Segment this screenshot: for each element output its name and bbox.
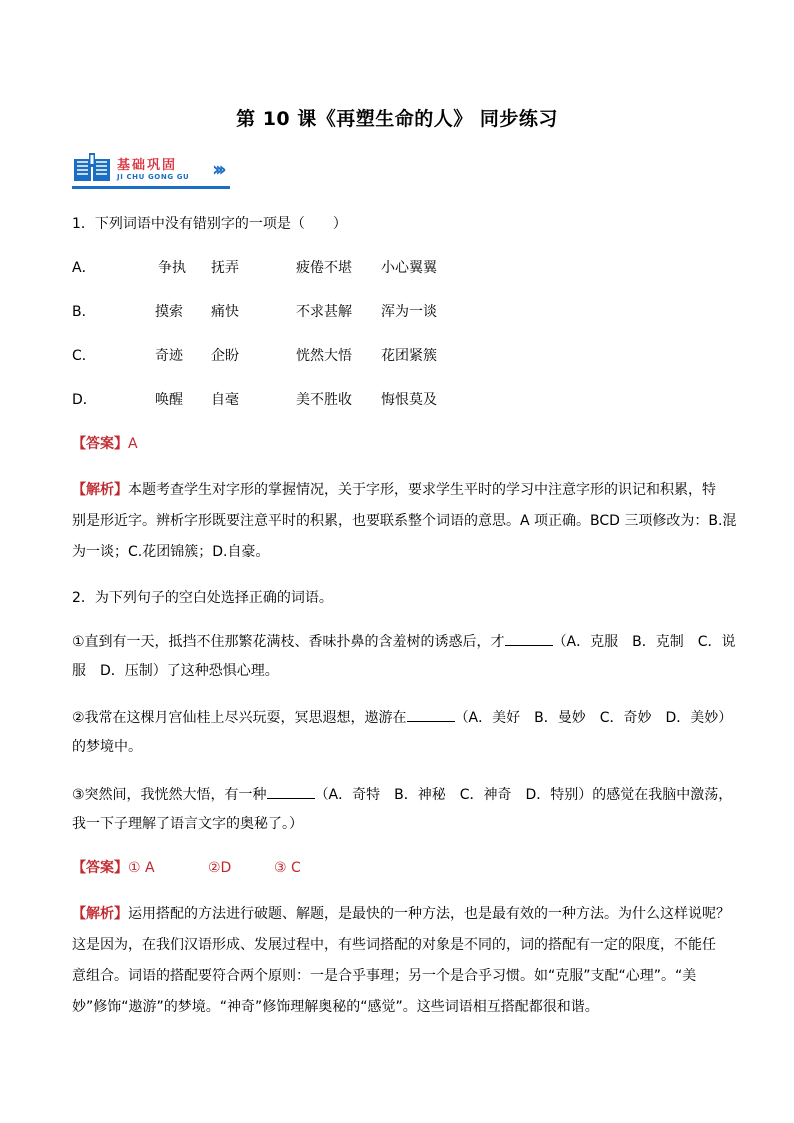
answer-label: 【答案】 <box>72 860 128 876</box>
question-2-sentence-1-cont: 服 D．压制）了这种恐惧心理。 <box>72 663 279 679</box>
analysis-text: 运用搭配的方法进行破题、解题，是最快的一种方法，也是最有效的一种方法。为什么这样说呢？ <box>128 906 730 922</box>
answer-value: A <box>128 436 138 452</box>
option-word: 痛快 <box>211 304 239 320</box>
option-letter: A． <box>72 260 96 276</box>
answer-value: ②D <box>208 860 232 876</box>
option-word: 不求甚解 <box>296 304 352 320</box>
answer-value: ③ C <box>274 860 301 876</box>
question-1-analysis-line-2: 别是形近字。辨析字形既要注意平时的积累，也要联系整个词语的意思。A 项正确。BCD 三项修改为：B.混 <box>72 513 737 529</box>
option-word: 花团紧簇 <box>381 348 437 364</box>
question-2-stem: 2．为下列句子的空白处选择正确的词语。 <box>72 590 333 606</box>
option-word: 浑为一谈 <box>381 304 437 320</box>
option-word: 争执 <box>158 260 186 276</box>
sentence-text: ②我常在这棵月宫仙桂上尽兴玩耍，冥思遐想，遨游在 <box>72 710 407 726</box>
sentence-text: ③突然间，我恍然大悟，有一种 <box>72 787 267 803</box>
chevron-right-icon: ››› <box>212 157 222 181</box>
question-1-option-a <box>72 258 437 278</box>
question-2-analysis-line-2: 这是因为，在我们汉语形成、发展过程中，有些词搭配的对象是不同的，词的搭配有一定的限度，不能任 <box>72 937 716 953</box>
option-word: 悔恨莫及 <box>381 392 437 408</box>
sentence-choices: （A．美好 B．曼妙 C．奇妙 D．美妙） <box>454 710 733 726</box>
page-title: 第 10 课《再塑生命的人》 同步练习 <box>236 108 558 130</box>
banner-title: 基础巩固 <box>117 158 178 173</box>
option-letter: C． <box>72 348 96 364</box>
option-word: 奇迹 <box>155 348 183 364</box>
sentence-choices: （A．克服 B．克制 C．说 <box>552 634 736 650</box>
question-1-option-d <box>72 390 437 410</box>
book-icon <box>72 153 112 185</box>
answer-value: ① A <box>128 860 155 876</box>
analysis-label: 【解析】 <box>72 906 128 922</box>
option-word: 疲倦不堪 <box>296 260 352 276</box>
analysis-text: 本题考查学生对字形的掌握情况，关于字形，要求学生平时的学习中注意字形的识记和积累，特 <box>128 482 716 498</box>
question-1-option-c <box>72 346 437 366</box>
sentence-text: ①直到有一天，抵挡不住那繁花满枝、香味扑鼻的含羞树的诱惑后，才 <box>72 634 505 650</box>
option-word: 美不胜收 <box>296 392 352 408</box>
question-2-sentence-3-cont: 我一下子理解了语言文字的奥秘了。） <box>72 816 303 832</box>
option-letter: B． <box>72 304 96 320</box>
question-2-sentence-2-cont: 的梦境中。 <box>72 739 142 755</box>
analysis-label: 【解析】 <box>72 482 128 498</box>
banner-pinyin: JI CHU GONG GU <box>117 173 190 181</box>
answer-label: 【答案】 <box>72 436 128 452</box>
question-1-analysis-line-3: 为一谈；C.花团锦簇；D.自豪。 <box>72 544 270 560</box>
banner-underline <box>72 186 230 189</box>
question-2-sentence-3 <box>72 784 732 805</box>
question-2-analysis-line-4: 妙”修饰“遨游”的梦境。“神奇”修饰理解奥秘的“感觉”。这些词语相互搭配都很和谐。 <box>72 999 599 1015</box>
question-2-analysis-line-1 <box>72 904 730 924</box>
question-1-analysis-line-1 <box>72 480 716 500</box>
question-1-stem: 1．下列词语中没有错别字的一项是（ ） <box>72 216 347 232</box>
answer-blank[interactable] <box>267 784 315 799</box>
question-1-option-b <box>72 302 437 322</box>
option-letter: D． <box>72 392 97 408</box>
option-word: 摸索 <box>155 304 183 320</box>
question-2-analysis-line-3: 意组合。词语的搭配要符合两个原则：一是合乎事理；另一个是合乎习惯。如“克服”支配“心理”。“美 <box>72 968 697 984</box>
option-word: 自毫 <box>211 392 239 408</box>
section-banner <box>72 153 242 189</box>
question-2-answer <box>72 858 301 878</box>
question-1-answer <box>72 434 138 454</box>
option-word: 小心翼翼 <box>381 260 437 276</box>
answer-blank[interactable] <box>505 631 553 646</box>
option-word: 唤醒 <box>155 392 183 408</box>
question-2-sentence-1 <box>72 631 736 652</box>
question-2-sentence-2 <box>72 707 732 728</box>
option-word: 企盼 <box>211 348 239 364</box>
answer-blank[interactable] <box>407 707 455 722</box>
option-word: 抚弄 <box>211 260 239 276</box>
sentence-choices: （A．奇特 B．神秘 C．神奇 D．特别）的感觉在我脑中激荡， <box>314 787 733 803</box>
option-word: 恍然大悟 <box>296 348 352 364</box>
